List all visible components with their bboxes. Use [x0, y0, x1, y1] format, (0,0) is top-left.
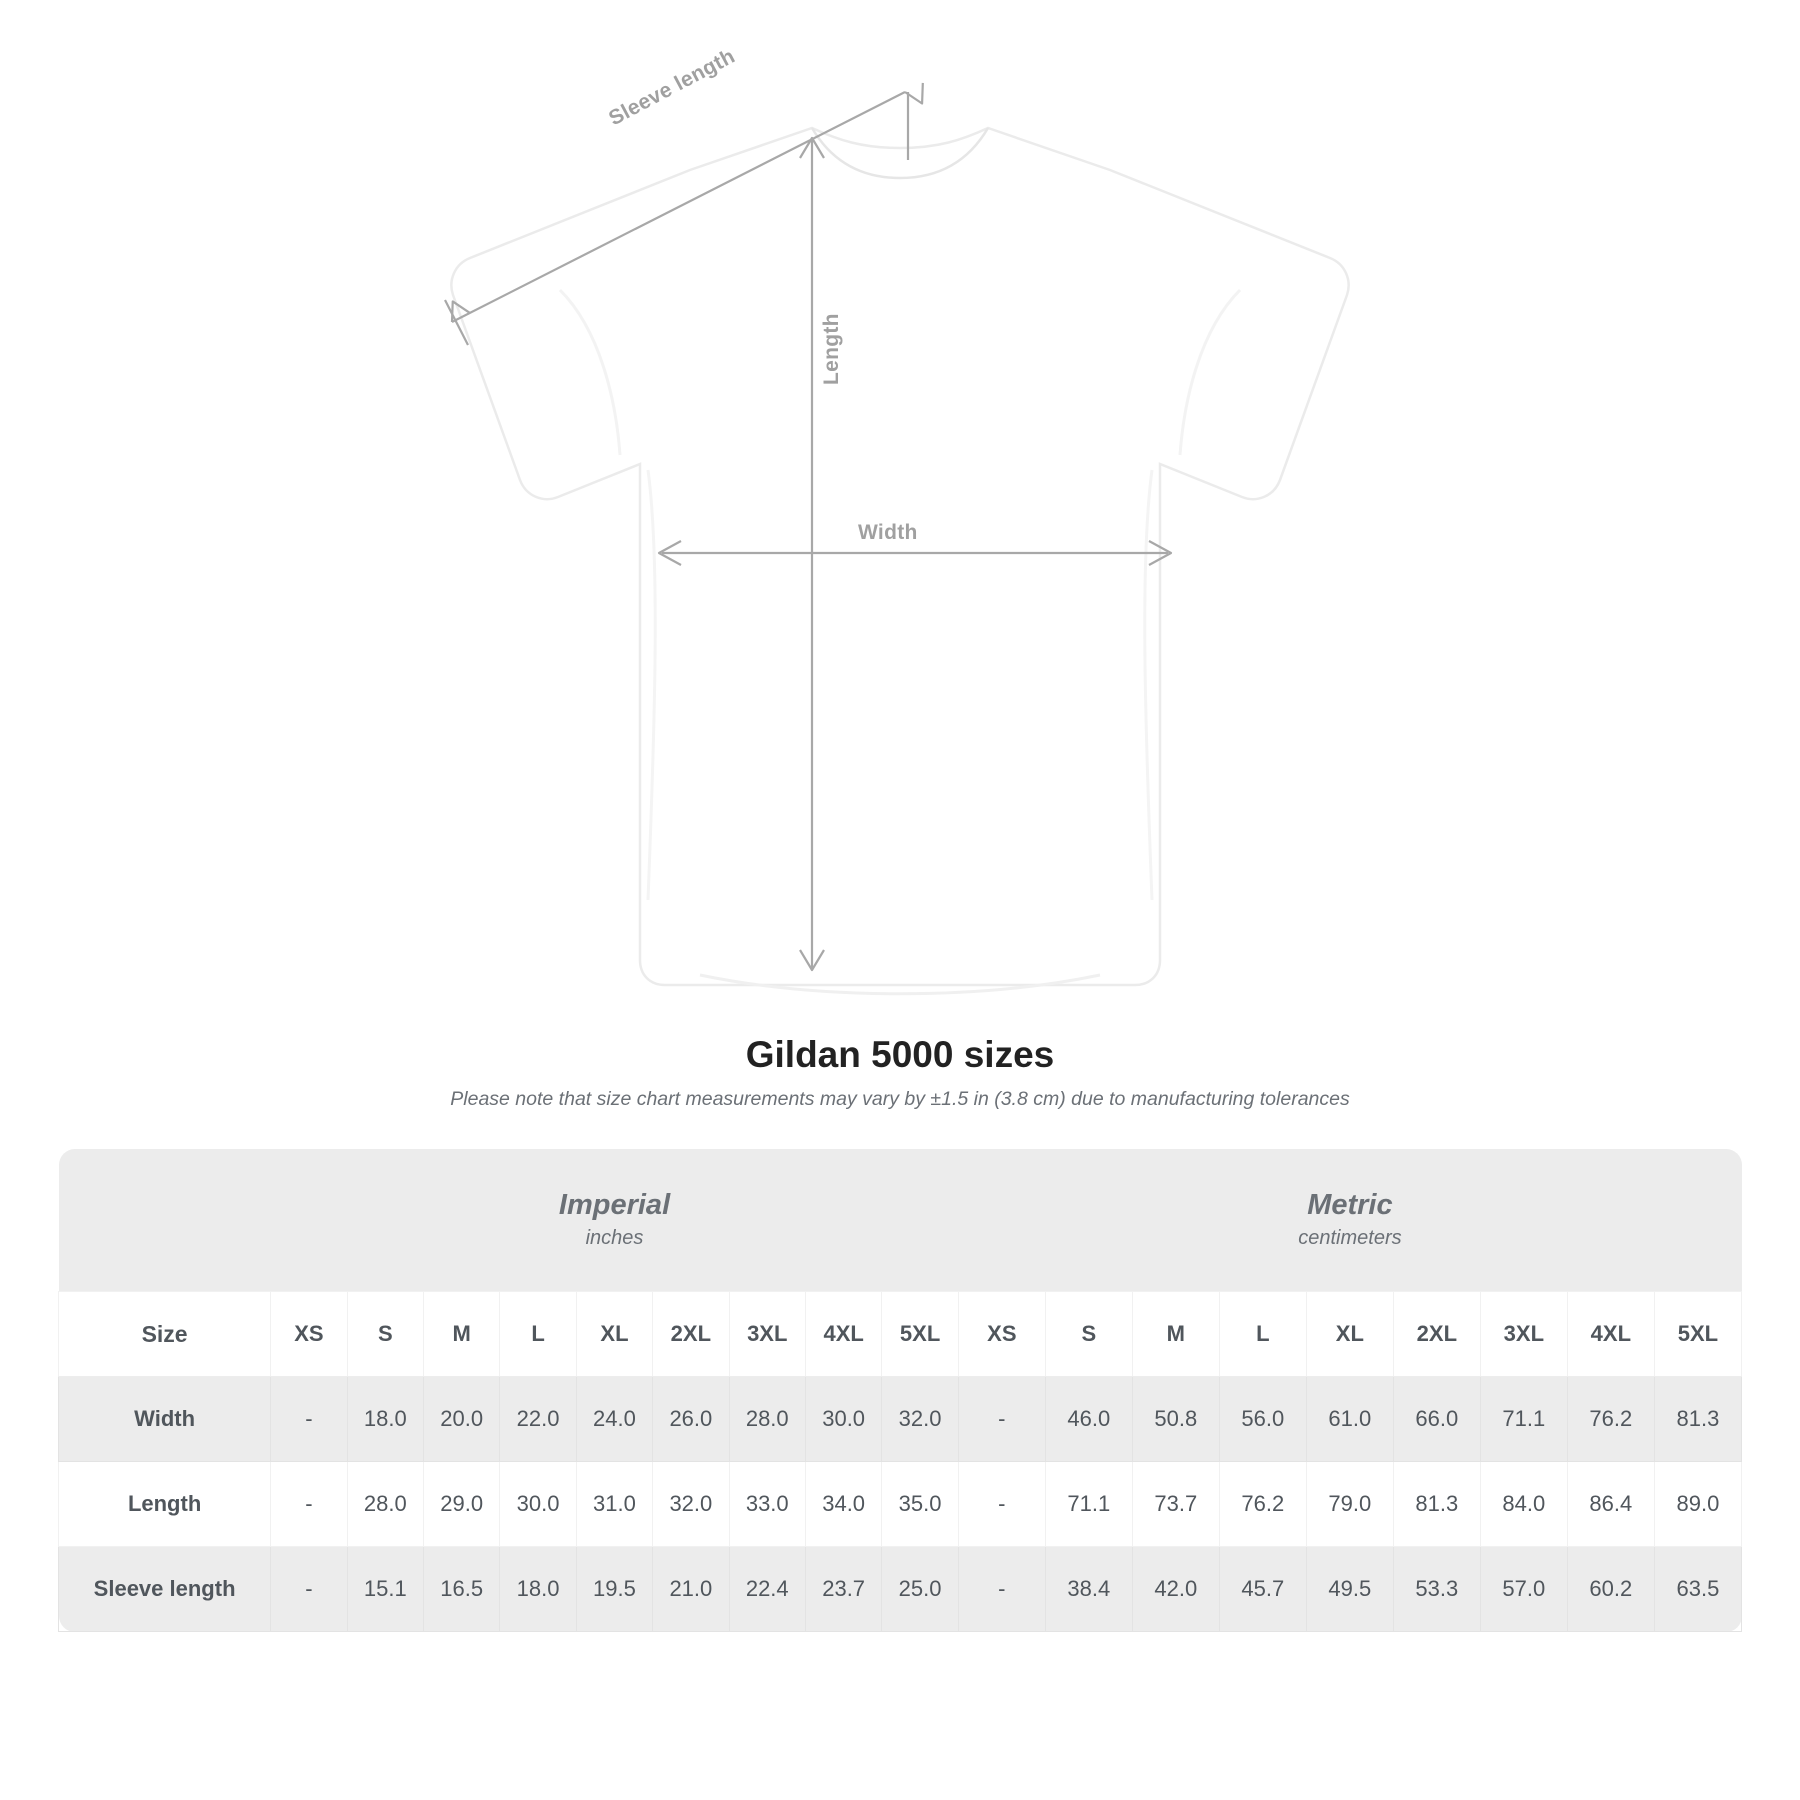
row-label-sleeve-length: Sleeve length [59, 1547, 271, 1632]
cell-sleeve-imperial-4: 19.5 [576, 1547, 652, 1632]
unit-corner-cell [59, 1149, 271, 1292]
size-header-imperial-7: 4XL [805, 1292, 881, 1377]
cell-width-imperial-4: 24.0 [576, 1377, 652, 1462]
cell-width-metric-3: 56.0 [1219, 1377, 1306, 1462]
size-header-imperial-6: 3XL [729, 1292, 805, 1377]
size-header-metric-5: 2XL [1393, 1292, 1480, 1377]
table-row [59, 1547, 1742, 1632]
size-table-wrap [58, 1149, 1742, 1632]
cell-length-imperial-5: 32.0 [653, 1462, 729, 1547]
table-row [59, 1462, 1742, 1547]
cell-length-metric-0: - [958, 1462, 1045, 1547]
cell-length-metric-6: 84.0 [1480, 1462, 1567, 1547]
size-header-imperial-0: XS [271, 1292, 347, 1377]
size-header-metric-2: M [1132, 1292, 1219, 1377]
cell-width-metric-5: 66.0 [1393, 1377, 1480, 1462]
tolerance-note: Please note that size chart measurements may vary by ±1.5 in (3.8 cm) due to manufacturing tolerances [450, 1088, 1350, 1110]
unit-group-imperial-name: Imperial [558, 1188, 671, 1221]
cell-sleeve-metric-3: 45.7 [1219, 1547, 1306, 1632]
cell-length-imperial-7: 34.0 [805, 1462, 881, 1547]
unit-group-metric [958, 1149, 1741, 1292]
cell-sleeve-metric-0: - [958, 1547, 1045, 1632]
cell-sleeve-imperial-0: - [271, 1547, 347, 1632]
cell-length-metric-2: 73.7 [1132, 1462, 1219, 1547]
cell-length-metric-7: 86.4 [1567, 1462, 1654, 1547]
size-header-imperial-1: S [347, 1292, 423, 1377]
size-header-metric-1: S [1045, 1292, 1132, 1377]
cell-length-imperial-3: 30.0 [500, 1462, 576, 1547]
unit-group-imperial-sub: inches [585, 1227, 644, 1250]
cell-sleeve-imperial-7: 23.7 [805, 1547, 881, 1632]
cell-sleeve-imperial-8: 25.0 [882, 1547, 959, 1632]
cell-sleeve-metric-5: 53.3 [1393, 1547, 1480, 1632]
width-label: Width [858, 521, 918, 544]
cell-length-metric-8: 89.0 [1654, 1462, 1741, 1547]
cell-width-imperial-1: 18.0 [347, 1377, 423, 1462]
page-title: Gildan 5000 sizes [745, 1034, 1055, 1075]
cell-sleeve-metric-4: 49.5 [1306, 1547, 1393, 1632]
size-header-metric-6: 3XL [1480, 1292, 1567, 1377]
cell-sleeve-imperial-6: 22.4 [729, 1547, 805, 1632]
cell-sleeve-imperial-1: 15.1 [347, 1547, 423, 1632]
size-header-imperial-2: M [423, 1292, 499, 1377]
cell-sleeve-metric-8: 63.5 [1654, 1547, 1741, 1632]
cell-width-imperial-8: 32.0 [882, 1377, 959, 1462]
unit-header-row [59, 1149, 1742, 1292]
unit-group-metric-name: Metric [1307, 1188, 1393, 1221]
size-header-imperial-8: 5XL [882, 1292, 959, 1377]
cell-width-imperial-2: 20.0 [423, 1377, 499, 1462]
cell-width-imperial-5: 26.0 [653, 1377, 729, 1462]
size-header-imperial-4: XL [576, 1292, 652, 1377]
length-label: Length [820, 313, 843, 385]
cell-width-imperial-0: - [271, 1377, 347, 1462]
size-table [58, 1149, 1742, 1632]
cell-length-imperial-8: 35.0 [882, 1462, 959, 1547]
cell-sleeve-imperial-3: 18.0 [500, 1547, 576, 1632]
cell-width-metric-2: 50.8 [1132, 1377, 1219, 1462]
cell-length-imperial-1: 28.0 [347, 1462, 423, 1547]
cell-sleeve-imperial-2: 16.5 [423, 1547, 499, 1632]
size-header-metric-0: XS [958, 1292, 1045, 1377]
size-header-imperial-5: 2XL [653, 1292, 729, 1377]
cell-length-metric-4: 79.0 [1306, 1462, 1393, 1547]
cell-width-metric-6: 71.1 [1480, 1377, 1567, 1462]
unit-group-metric-sub: centimeters [1298, 1227, 1402, 1250]
cell-sleeve-imperial-5: 21.0 [653, 1547, 729, 1632]
cell-length-imperial-2: 29.0 [423, 1462, 499, 1547]
cell-width-metric-1: 46.0 [1045, 1377, 1132, 1462]
cell-length-imperial-6: 33.0 [729, 1462, 805, 1547]
size-header-metric-4: XL [1306, 1292, 1393, 1377]
cell-length-imperial-0: - [271, 1462, 347, 1547]
size-header-label: Size [59, 1292, 271, 1377]
cell-width-metric-4: 61.0 [1306, 1377, 1393, 1462]
cell-length-metric-5: 81.3 [1393, 1462, 1480, 1547]
unit-group-imperial [271, 1149, 959, 1292]
cell-width-metric-0: - [958, 1377, 1045, 1462]
row-label-length: Length [59, 1462, 271, 1547]
size-header-metric-7: 4XL [1567, 1292, 1654, 1377]
row-label-width: Width [59, 1377, 271, 1462]
title-block [0, 1034, 1800, 1111]
cell-length-metric-1: 71.1 [1045, 1462, 1132, 1547]
tshirt-shape [451, 128, 1348, 994]
cell-length-metric-3: 76.2 [1219, 1462, 1306, 1547]
cell-width-imperial-3: 22.0 [500, 1377, 576, 1462]
size-header-metric-8: 5XL [1654, 1292, 1741, 1377]
size-header-imperial-3: L [500, 1292, 576, 1377]
cell-length-imperial-4: 31.0 [576, 1462, 652, 1547]
cell-width-imperial-6: 28.0 [729, 1377, 805, 1462]
cell-sleeve-metric-1: 38.4 [1045, 1547, 1132, 1632]
cell-sleeve-metric-2: 42.0 [1132, 1547, 1219, 1632]
cell-width-metric-7: 76.2 [1567, 1377, 1654, 1462]
size-header-row [59, 1292, 1742, 1377]
cell-width-metric-8: 81.3 [1654, 1377, 1741, 1462]
table-row [59, 1377, 1742, 1462]
cell-sleeve-metric-7: 60.2 [1567, 1547, 1654, 1632]
cell-width-imperial-7: 30.0 [805, 1377, 881, 1462]
sleeve-length-label: Sleeve length [605, 44, 739, 131]
size-header-metric-3: L [1219, 1292, 1306, 1377]
cell-sleeve-metric-6: 57.0 [1480, 1547, 1567, 1632]
